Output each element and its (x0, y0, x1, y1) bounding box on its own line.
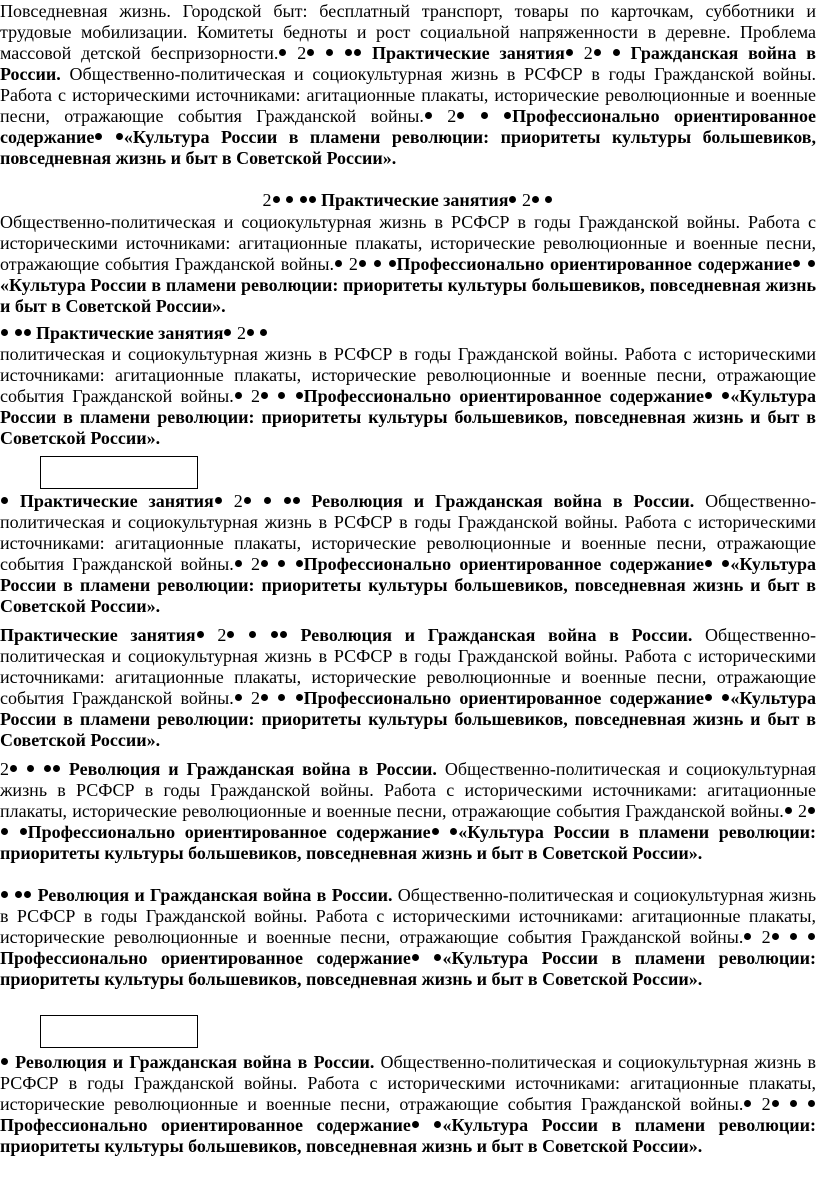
bullet-dot-icon (224, 329, 231, 336)
bullet-dot-icon (808, 260, 815, 267)
p1-prof-label: Профессионально ориентированное содержание (0, 106, 816, 147)
bullet-dot-icon (374, 260, 381, 267)
bullet-dot-icon (53, 765, 60, 772)
bullet-dot-icon (793, 260, 800, 267)
bullet-dot-icon (354, 49, 361, 56)
bullet-dot-icon (722, 560, 729, 567)
bullet-dot-icon (705, 392, 712, 399)
p5-topic-title: Революция и Гражданская война в России. (300, 625, 693, 645)
bullet-dot-icon (345, 49, 352, 56)
p5-prof-label: Профессионально ориентированное содержание (303, 688, 705, 708)
p4-text: Общественно-политическая и социокультурная жизнь в РСФСР в годы Гражданской войны. Работа с историческими источниками: агитационные плакаты, исторические революционные и военные песни, отражающие события Гражданской войны. (0, 491, 816, 574)
p5-number-1: 2 (251, 688, 261, 708)
bullet-dot-icon (412, 1121, 419, 1128)
bullet-dot-icon (20, 828, 27, 835)
p6-topic-title: Революция и Гражданская война в России. (68, 759, 437, 779)
p6-number-1: 2 (798, 801, 808, 821)
p4-prof-label: Профессионально ориентированное содержание (303, 554, 705, 574)
p5-culture-title: «Культура России в пламени революции: приоритеты культуры большевиков, повседневная жизнь и быт в Советской России». (0, 688, 816, 750)
p6-text: Общественно-политическая и социокультурная жизнь в РСФСР в годы Гражданской войны. Работа с историческими источниками: агитационные плакаты, исторические революционные и военные песни, отражающие события Гражданской войны. (0, 759, 816, 821)
p1-topic-title: Гражданская война в России. (0, 43, 816, 84)
bullet-dot-icon (790, 933, 797, 940)
bullet-dot-icon (545, 196, 552, 203)
bullet-dot-icon (532, 196, 539, 203)
p5-practical-label: Практические занятия (0, 625, 196, 645)
bullet-dot-icon (722, 694, 729, 701)
bullet-dot-icon (412, 954, 419, 961)
bullet-dot-icon (15, 329, 22, 336)
bullet-dot-icon (278, 560, 285, 567)
paragraph-1 (0, 1, 816, 169)
bullet-dot-icon (296, 560, 303, 567)
bullet-dot-icon (293, 497, 300, 504)
bullet-dot-icon (300, 196, 307, 203)
bullet-dot-icon (215, 497, 222, 504)
bullet-dot-icon (278, 694, 285, 701)
p2-text: Общественно-политическая и социокультурная жизнь в РСФСР в годы Гражданской войны. Работа с историческими источниками: агитационные плакаты, исторические революционные и военные песни, отражающие события Гражданской войны. (0, 212, 816, 274)
p7-prof-label: Профессионально ориентированное содержание (0, 948, 411, 968)
paragraph-6 (0, 759, 816, 864)
bullet-dot-icon (1, 497, 8, 504)
p3-culture-title: «Культура России в пламени революции: приоритеты культуры большевиков, повседневная жизнь и быт в Советской России». (0, 386, 816, 448)
bullet-dot-icon (434, 954, 441, 961)
bullet-dot-icon (10, 765, 17, 772)
bullet-dot-icon (286, 196, 293, 203)
bullet-dot-icon (244, 497, 251, 504)
p1-number-1: 2 (297, 43, 307, 63)
bullet-dot-icon (273, 196, 280, 203)
bullet-dot-icon (260, 329, 267, 336)
bullet-dot-icon (296, 392, 303, 399)
bullet-dot-icon (326, 49, 333, 56)
p1-number-2: 2 (583, 43, 593, 63)
bullet-dot-icon (434, 1121, 441, 1128)
p1-text-2: Общественно-политическая и социокультурная жизнь в РСФСР в годы Гражданской войны. Работа с историческими источниками: агитационные плакаты, исторические революционные и военные песни, отражающие события Гражданской войны. (0, 64, 816, 126)
bullet-dot-icon (296, 694, 303, 701)
p2-culture-title: «Культура России в пламени революции: приоритеты культуры большевиков, повседневная жизнь и быт в Советской России». (0, 275, 816, 316)
paragraph-7 (0, 885, 816, 990)
p4-culture-title: «Культура России в пламени революции: приоритеты культуры большевиков, повседневная жизнь и быт в Советской России». (0, 554, 816, 616)
bullet-dot-icon (432, 828, 439, 835)
bullet-dot-icon (261, 694, 268, 701)
bullet-dot-icon (197, 631, 204, 638)
bullet-dot-icon (15, 891, 22, 898)
bullet-dot-icon (1, 828, 8, 835)
p6-culture-title: «Культура России в пламени революции: приоритеты культуры большевиков, повседневная жизнь и быт в Советской России». (0, 822, 816, 863)
p6-prof-label: Профессионально ориентированное содержание (27, 822, 431, 842)
heading-number-2: 2 (521, 190, 531, 210)
bullet-dot-icon (249, 631, 256, 638)
bullet-dot-icon (24, 329, 31, 336)
bullet-dot-icon (235, 694, 242, 701)
bullet-dot-icon (278, 392, 285, 399)
heading-practical-label: Практические занятия (321, 190, 509, 210)
bullet-dot-icon (457, 112, 464, 119)
p8-culture-title: «Культура России в пламени революции: приоритеты культуры большевиков, повседневная жизнь и быт в Советской России». (0, 1115, 816, 1156)
bullet-dot-icon (261, 560, 268, 567)
p3-number-1: 2 (251, 386, 261, 406)
paragraph-8 (0, 1052, 816, 1157)
bullet-dot-icon (705, 560, 712, 567)
bullet-dot-icon (772, 1100, 779, 1107)
bullet-dot-icon (307, 49, 314, 56)
bullet-dot-icon (235, 392, 242, 399)
p1-number-3: 2 (447, 106, 457, 126)
bullet-dot-icon (722, 392, 729, 399)
bullet-dot-icon (785, 807, 792, 814)
paragraph-5 (0, 625, 816, 751)
p8-number-1: 2 (761, 1094, 771, 1114)
bullet-dot-icon (509, 196, 516, 203)
bullet-dot-icon (566, 49, 573, 56)
p7-text: Общественно-политическая и социокультурная жизнь в РСФСР в годы Гражданской войны. Работа с историческими источниками: агитационные плакаты, исторические революционные и военные песни, отражающие события Гражданской войны. (0, 885, 816, 947)
p3-prof-label: Профессионально ориентированное содержание (303, 386, 705, 406)
bullet-dot-icon (1, 1058, 8, 1065)
p8-prof-label: Профессионально ориентированное содержание (0, 1115, 411, 1135)
bullet-dot-icon (450, 828, 457, 835)
bullet-dot-icon (335, 260, 342, 267)
p4-practical-label: Практические занятия (19, 491, 214, 511)
p1-practical-label: Практические занятия (371, 43, 565, 63)
bullet-dot-icon (284, 497, 291, 504)
bullet-dot-icon (227, 631, 234, 638)
p1-culture-title: «Культура России в пламени революции: приоритеты культуры большевиков, повседневная жизнь и быт в Советской России». (0, 127, 816, 168)
p7-culture-title: «Культура России в пламени революции: приоритеты культуры большевиков, повседневная жизнь и быт в Советской России». (0, 948, 816, 989)
bullet-dot-icon (95, 133, 102, 140)
bullet-dot-icon (744, 1100, 751, 1107)
bullet-dot-icon (705, 694, 712, 701)
p5-number-0: 2 (217, 625, 227, 645)
bullet-dot-icon (808, 1100, 815, 1107)
bullet-dot-icon (772, 933, 779, 940)
bullet-dot-icon (425, 112, 432, 119)
p3-practical-label: Практические занятия (36, 323, 224, 343)
bullet-dot-icon (309, 196, 316, 203)
bullet-dot-icon (808, 807, 815, 814)
p5-text: Общественно-политическая и социокультурная жизнь в РСФСР в годы Гражданской войны. Работа с историческими источниками: агитационные плакаты, исторические революционные и военные песни, отражающие события Гражданской войны. (0, 625, 816, 708)
bullet-dot-icon (504, 112, 511, 119)
empty-frame (40, 456, 198, 489)
bullet-dot-icon (613, 49, 620, 56)
section-heading (0, 190, 816, 211)
bullet-dot-icon (594, 49, 601, 56)
p4-topic-title: Революция и Гражданская война в России. (311, 491, 695, 511)
p4-number-1: 2 (251, 554, 261, 574)
bullet-dot-icon (744, 933, 751, 940)
p3-number-0: 2 (236, 323, 246, 343)
bullet-dot-icon (116, 133, 123, 140)
paragraph-4 (0, 491, 816, 617)
bullet-dot-icon (247, 329, 254, 336)
bullet-dot-icon (24, 891, 31, 898)
bullet-dot-icon (790, 1100, 797, 1107)
bullet-dot-icon (1, 329, 8, 336)
heading-number-1: 2 (262, 190, 272, 210)
bullet-dot-icon (1, 891, 8, 898)
bullet-dot-icon (44, 765, 51, 772)
p2-number-1: 2 (348, 254, 358, 274)
bullet-dot-icon (235, 560, 242, 567)
p8-text: Общественно-политическая и социокультурная жизнь в РСФСР в годы Гражданской войны. Работа с историческими источниками: агитационные плакаты, исторические революционные и военные песни, отражающие события Гражданской войны. (0, 1052, 816, 1114)
bullet-dot-icon (271, 631, 278, 638)
p2-prof-label: Профессионально ориентированное содержание (396, 254, 793, 274)
bullet-dot-icon (27, 765, 34, 772)
paragraph-2 (0, 212, 816, 317)
paragraph-3 (0, 323, 816, 449)
bullet-dot-icon (264, 497, 271, 504)
p4-number-0: 2 (233, 491, 243, 511)
p6-number-0: 2 (0, 759, 9, 779)
p7-number-1: 2 (761, 927, 771, 947)
p1-text-1: Повседневная жизнь. Городской быт: бесплатный транспорт, товары по карточкам, субботники и трудовые мобилизации. Комитеты бедноты и рост социальной напряженности в деревне. Проблема массовой детской беспризорности. (0, 1, 816, 63)
bullet-dot-icon (389, 260, 396, 267)
p7-topic-title: Революция и Гражданская война в России. (37, 885, 393, 905)
bullet-dot-icon (808, 933, 815, 940)
bullet-dot-icon (279, 49, 286, 56)
bullet-dot-icon (261, 392, 268, 399)
p3-text: политическая и социокультурная жизнь в РСФСР в годы Гражданской войны. Работа с историческими источниками: агитационные плакаты, исторические революционные и военные песни, отражающие события Гражданской войны. (0, 344, 816, 406)
bullet-dot-icon (481, 112, 488, 119)
empty-frame (40, 1015, 198, 1048)
p8-topic-title: Революция и Гражданская война в России. (15, 1052, 375, 1072)
bullet-dot-icon (280, 631, 287, 638)
bullet-dot-icon (359, 260, 366, 267)
